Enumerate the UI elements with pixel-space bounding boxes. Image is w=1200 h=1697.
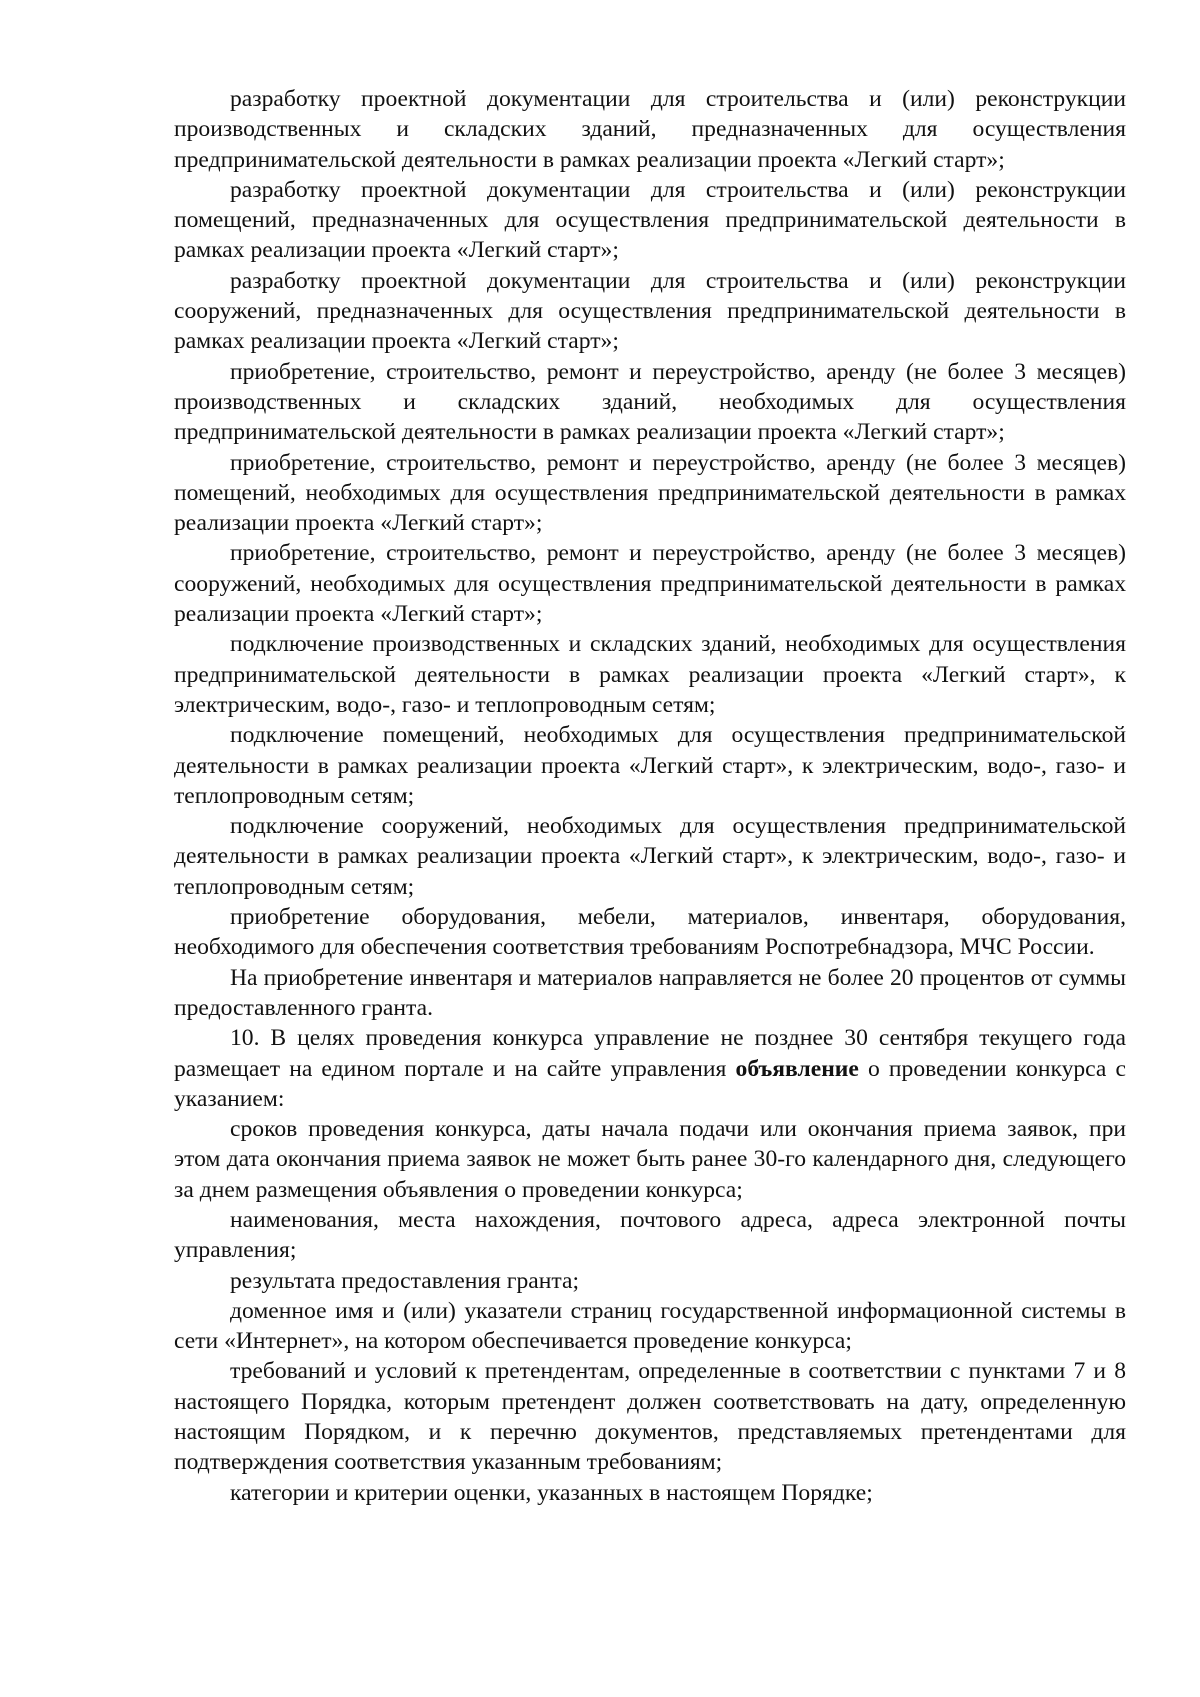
paragraph-domain-name: доменное имя и (или) указатели страниц государственной информационной системы в сети «Интернет», на котором обеспечивается проведение конкурса; [174, 1297, 1126, 1355]
paragraph-acquire-structures: приобретение, строительство, ремонт и переустройство, аренду (не более 3 месяцев) сооружений, необходимых для осуществления предпринимательской деятельности в рамках реализации проекта «Легкий старт»; [174, 540, 1126, 628]
paragraph-equipment: приобретение оборудования, мебели, материалов, инвентаря, оборудования, необходимого для обеспечения соответствия требованиям Роспотребнадзора, МЧС России. [174, 904, 1126, 961]
paragraph-design-production-buildings: разработку проектной документации для строительства и (или) реконструкции производственных и складских зданий, предназначенных для осуществления предпринимательской деятельности в рамках реализации проекта «Легкий старт»; [174, 86, 1126, 173]
paragraph-connect-production-buildings: подключение производственных и складских зданий, необходимых для осуществления предпринимательской деятельности в рамках реализации проекта «Легкий старт», к электрическим, водо-, газо- и теплопроводным сетям; [174, 631, 1126, 718]
paragraph-10-bold-term: объявление [735, 1055, 859, 1082]
paragraph-design-premises: разработку проектной документации для строительства и (или) реконструкции помещений, предназначенных для осуществления предпринимательской деятельности в рамках реализации проекта «Легкий старт»; [174, 176, 1126, 264]
paragraph-connect-structures: подключение сооружений, необходимых для осуществления предпринимательской деятельности в рамках реализации проекта «Легкий старт», к электрическим, водо-, газо- и теплопроводным сетям; [174, 813, 1126, 900]
paragraph-design-structures: разработку проектной документации для строительства и (или) реконструкции сооружений, предназначенных для осуществления предпринимательской деятельности в рамках реализации проекта «Легкий старт»; [174, 267, 1126, 355]
document-page [174, 84, 1126, 1508]
paragraph-inventory-limit: На приобретение инвентаря и материалов направляется не более 20 процентов от суммы предоставленного гранта. [174, 964, 1126, 1021]
paragraph-contacts: наименования, места нахождения, почтового адреса, адреса электронной почты управления; [174, 1206, 1126, 1264]
paragraph-acquire-production-buildings: приобретение, строительство, ремонт и переустройство, аренду (не более 3 месяцев) производственных и складских зданий, необходимых для осуществления предпринимательской деятельности в рамках реализации проекта «Легкий старт»; [174, 358, 1126, 446]
paragraph-10-text-before: 10. В целях проведения конкурса управление не позднее 30 сентября текущего года размещает на едином портале и на сайте управления [174, 1025, 1126, 1082]
paragraph-evaluation-criteria: категории и критерии оценки, указанных в настоящем Порядке; [230, 1479, 873, 1506]
paragraph-10-announcement [174, 1023, 1126, 1114]
paragraph-acquire-premises: приобретение, строительство, ремонт и переустройство, аренду (не более 3 месяцев) помещений, необходимых для осуществления предпринимательской деятельности в рамках реализации проекта «Легкий старт»; [174, 449, 1126, 537]
paragraph-requirements: требований и условий к претендентам, определенные в соответствии с пунктами 7 и 8 настоящего Порядка, которым претендент должен соответствовать на дату, определенную настоящим Порядком, и к перечню документов, представляемых претендентами для подтверждения соответствия указанным требованиям; [174, 1358, 1126, 1476]
paragraph-grant-result: результата предоставления гранта; [230, 1267, 579, 1294]
paragraph-deadlines: сроков проведения конкурса, даты начала подачи или окончания приема заявок, при этом дата окончания приема заявок не может быть ранее 30-го календарного дня, следующего за днем размещения объявления о проведении конкурса; [174, 1116, 1126, 1203]
paragraph-connect-premises: подключение помещений, необходимых для осуществления предпринимательской деятельности в рамках реализации проекта «Легкий старт», к электрическим, водо-, газо- и теплопроводным сетям; [174, 722, 1126, 809]
paragraph-10-text-after: о проведении конкурса с указанием: [174, 1055, 1126, 1112]
